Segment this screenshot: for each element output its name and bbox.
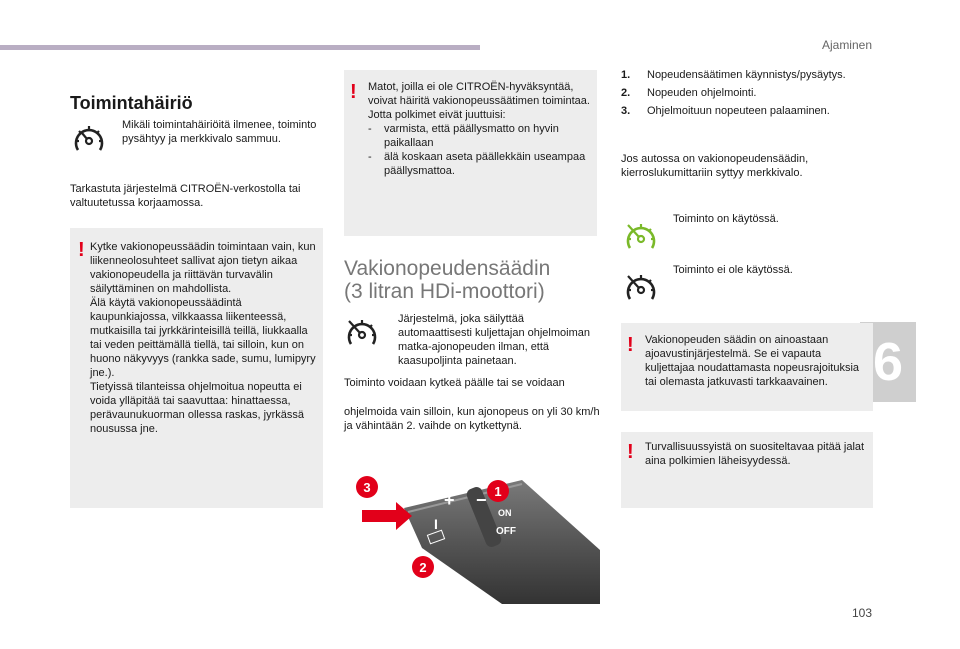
on-label: ON [498, 508, 512, 518]
list-item: - varmista, että päällysmatto on hyvin paikallaan [368, 122, 590, 150]
section-title: Ajaminen [821, 38, 872, 52]
warning-feet-text: Turvallisuussyistä on suositeltavaa pitää jalat aina polkimien läheisyydessä. [645, 441, 865, 467]
callout-1: 1 [487, 480, 509, 502]
callout-2: 2 [412, 556, 434, 578]
warning-text-left: Kytke vakionopeussäädin toimintaan vain, kun liikenneolosuhteet sallivat ajon tietyn aikaa vakionopeudella ja riittävän turvavälin säilyttäminen on mahdollista. Älä käytä vakionopeussäädintä kaupunkiajossa, vilkkaassa liikenteessä, mutkaisilla tai jyrkkärinteisillä teillä, liukkaalla tai veden peittämällä tiellä, tai silloin, kun on huono näkyvyys (rankka sade, sumu, lumipyry jne.). Tietyissä tilanteissa ohjelmoitua nopeutta ei voida ylläpitää tai saavuttaa: hinattaessa, perävaunukuorman ollessa raskas, jyrkässä nousussa jne. [90, 241, 316, 435]
numbered-list [621, 66, 871, 120]
cruise-para2: ohjelmoida vain silloin, kun ajonopeus on yli 30 km/h ja vähintään 2. vaihde on kytkettynä. [344, 406, 600, 432]
warning-icon: ! [627, 334, 634, 356]
cruise-icon-text: Järjestelmä, joka säilyttää automaattisesti kuljettajan ohjelmoiman matka-ajonopeuden ilman, että kaasupoljinta painetaan. [398, 313, 590, 367]
list-item [621, 66, 871, 84]
cruise-stalk-illustration [352, 470, 602, 604]
warning-mats-intro: Matot, joilla ei ole CITROËN-hyväksyntää, voivat häiritä vakionopeussäätimen toimintaa. Jotta polkimet eivät juuttuisi: [368, 81, 590, 121]
cruise-control-icon [345, 316, 379, 350]
warning-icon: ! [78, 239, 85, 261]
item-text: Nopeuden ohjelmointi. [647, 87, 757, 99]
warning-box-assist [621, 323, 873, 411]
inactive-text: Toiminto ei ole käytössä. [673, 264, 793, 276]
cruise-control-fault-icon [72, 122, 106, 156]
item-number: 3. [621, 105, 631, 117]
item-number: 2. [621, 87, 631, 99]
page-number: 103 [851, 606, 872, 620]
warning-icon: ! [350, 81, 357, 103]
warning-icon: ! [627, 441, 634, 463]
warning-box-left [70, 228, 323, 508]
warning-mats-list [368, 122, 590, 178]
indicator-paragraph: Jos autossa on vakionopeudensäädin, kierroslukumittariin syttyy merkkivalo. [621, 153, 809, 179]
item-number: 1. [621, 69, 631, 81]
cruise-active-icon [622, 220, 660, 254]
warning-assist-text: Vakionopeuden säädin on ainoastaan ajoavustinjärjestelmä. Se ei vapauta kuljettajaa noudattamasta nopeusrajoituksia tai olemasta jatkuvasti tarkkaavainen. [645, 334, 860, 388]
warning-box-feet [621, 432, 873, 508]
cruise-heading-line1: Vakionopeudensäädin [344, 257, 551, 280]
callout-3: 3 [356, 476, 378, 498]
list-item: - älä koskaan aseta päällekkäin useampaa päällysmattoa. [368, 150, 590, 178]
fault-icon-text: Mikäli toimintahäiriöitä ilmenee, toiminto pysähtyy ja merkkivalo sammuu. [122, 119, 317, 145]
active-text: Toiminto on käytössä. [673, 213, 779, 225]
cruise-inactive-icon [622, 271, 660, 305]
one-label: I [434, 516, 438, 532]
malfunction-paragraph: Tarkastuta järjestelmä CITROËN-verkostolla tai valtuutetussa korjaamossa. [70, 183, 301, 209]
header-bar [0, 45, 480, 50]
item-text: Ohjelmoituun nopeuteen palaaminen. [647, 105, 830, 117]
minus-label: − [476, 490, 487, 510]
chapter-tab: 6 [860, 322, 916, 402]
list-item [621, 102, 871, 120]
cruise-heading-line2: (3 litran HDi-moottori) [344, 280, 545, 303]
warning-box-mats [344, 70, 597, 236]
malfunction-title: Toimintahäiriö [70, 93, 193, 113]
list-item [621, 84, 871, 102]
item-text: Nopeudensäätimen käynnistys/pysäytys. [647, 69, 846, 81]
plus-label: + [444, 490, 455, 510]
off-label: OFF [496, 526, 516, 537]
cruise-heading [344, 257, 550, 303]
warning-mats-content [368, 80, 590, 178]
cruise-para1: Toiminto voidaan kytkeä päälle tai se voidaan [344, 377, 565, 389]
